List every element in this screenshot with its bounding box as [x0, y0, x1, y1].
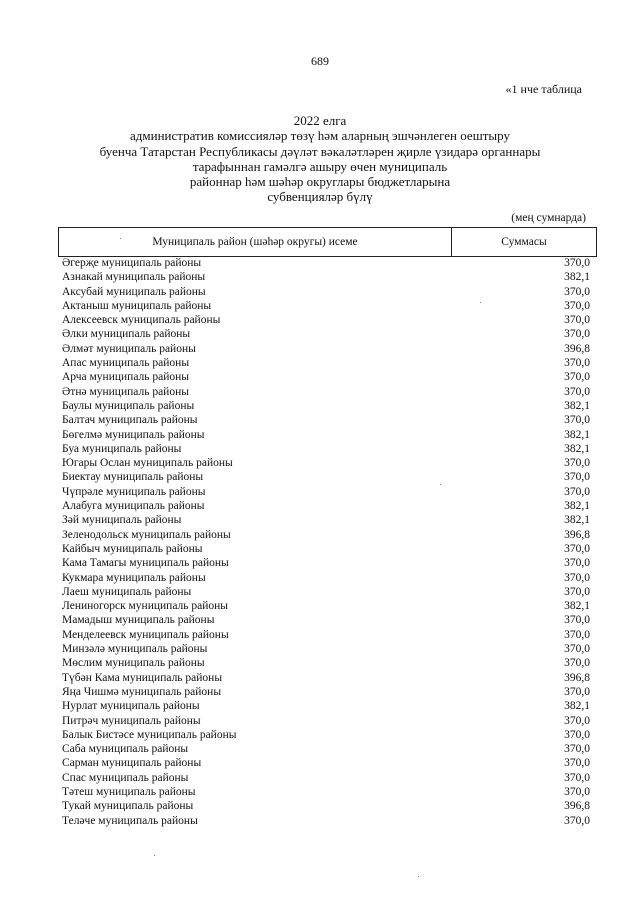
table-row [62, 327, 590, 341]
district-sum: 370,0 [564, 757, 590, 770]
table-row [62, 585, 590, 599]
scan-speck [440, 484, 441, 485]
district-sum: 382,1 [564, 271, 590, 284]
district-sum: 370,0 [564, 471, 590, 484]
district-name: Нурлат муниципаль районы [62, 700, 200, 713]
district-sum: 370,0 [564, 371, 590, 384]
column-header-sum: Суммасы [501, 236, 547, 248]
table-header [58, 227, 597, 257]
table-row [62, 814, 590, 828]
table-row [62, 456, 590, 470]
scan-speck [480, 302, 481, 303]
district-sum: 370,0 [564, 328, 590, 341]
district-sum: 370,0 [564, 814, 590, 827]
table-row [62, 771, 590, 785]
title-line: 2022 елга [293, 113, 347, 128]
district-name: Баулы муниципаль районы [62, 399, 195, 412]
table-row [62, 499, 590, 513]
district-name: Түбән Кама муниципаль районы [62, 671, 223, 684]
table-row [62, 370, 590, 384]
district-name: Сарман муниципаль районы [62, 757, 202, 770]
page-number: 689 [311, 54, 329, 68]
units-note: (мең сумнарда) [511, 212, 586, 224]
district-sum: 396,8 [564, 528, 590, 541]
district-name: Кукмара муниципаль районы [62, 571, 206, 584]
table-row [62, 742, 590, 756]
scan-speck [120, 238, 121, 239]
table-row [62, 542, 590, 556]
district-name: Мөслим муниципаль районы [62, 657, 205, 670]
table-row [62, 671, 590, 685]
district-name: Буа муниципаль районы [62, 442, 182, 455]
title-line: административ комиссияләр төзү һәм аларның эшчәнлеген оештыру [130, 128, 510, 144]
district-name: Тәтеш муниципаль районы [62, 785, 196, 798]
table-row [62, 442, 590, 456]
district-name: Питрәч муниципаль районы [62, 714, 201, 727]
district-name: Югары Ослан муниципаль районы [62, 457, 233, 470]
district-sum: 382,1 [564, 700, 590, 713]
district-name: Биектау муниципаль районы [62, 471, 204, 484]
table-row [62, 785, 590, 799]
title-line: буенча Татарстан Республикасы дәүләт вәкаләтләрен җирле үзидарә органнары [99, 143, 541, 159]
district-sum: 370,0 [564, 257, 590, 269]
table-row [62, 356, 590, 370]
district-sum: 370,0 [564, 714, 590, 727]
district-name: Балык Бистәсе муниципаль районы [62, 728, 237, 741]
district-name: Балтач муниципаль районы [62, 414, 198, 427]
table-row [62, 342, 590, 356]
district-name: Зәй муниципаль районы [62, 514, 182, 527]
table-row [62, 270, 590, 284]
document-title [0, 113, 640, 205]
table-row [62, 656, 590, 670]
table-reference: «1 нче таблица [505, 82, 582, 96]
table-row [62, 613, 590, 627]
district-sum: 370,0 [564, 643, 590, 656]
district-sum: 370,0 [564, 685, 590, 698]
table-row [62, 714, 590, 728]
table-row [62, 513, 590, 527]
district-name: Арча муниципаль районы [62, 371, 190, 384]
district-name: Мамадыш муниципаль районы [62, 614, 215, 627]
table-row [62, 313, 590, 327]
scan-speck [418, 876, 419, 877]
district-sum: 396,8 [564, 800, 590, 813]
table-row [62, 642, 590, 656]
district-name: Әтнә муниципаль районы [62, 385, 189, 398]
table-row [62, 413, 590, 427]
table-row [62, 699, 590, 713]
district-name: Кайбыч муниципаль районы [62, 542, 203, 555]
table-row [62, 256, 590, 270]
table-row [62, 599, 590, 613]
district-name: Лениногорск муниципаль районы [62, 600, 229, 613]
table-body [62, 256, 590, 828]
district-name: Чүпрәле муниципаль районы [62, 485, 206, 498]
district-sum: 370,0 [564, 385, 590, 398]
scan-speck [154, 855, 155, 856]
district-name: Менделеевск муниципаль районы [62, 628, 229, 641]
district-sum: 382,1 [564, 514, 590, 527]
district-sum: 370,0 [564, 657, 590, 670]
table-row [62, 685, 590, 699]
title-line: субвенцияләр бүлү [267, 189, 373, 205]
district-sum: 370,0 [564, 585, 590, 598]
district-sum: 370,0 [564, 571, 590, 584]
district-sum: 370,0 [564, 628, 590, 641]
district-sum: 370,0 [564, 314, 590, 327]
table-row [62, 385, 590, 399]
district-name: Актаныш муниципаль районы [62, 299, 212, 312]
table-row [62, 799, 590, 813]
district-sum: 370,0 [564, 414, 590, 427]
table-row [62, 628, 590, 642]
district-sum: 382,1 [564, 399, 590, 412]
district-sum: 396,8 [564, 671, 590, 684]
table-row [62, 285, 590, 299]
district-name: Лаеш муниципаль районы [62, 585, 192, 598]
table-row [62, 470, 590, 484]
district-sum: 382,1 [564, 442, 590, 455]
table-row [62, 299, 590, 313]
table-row [62, 528, 590, 542]
district-name: Әлмәт муниципаль районы [62, 342, 196, 355]
district-name: Әгерҗе муниципаль районы [62, 257, 202, 269]
district-name: Аксубай муниципаль районы [62, 285, 206, 298]
table-row [62, 728, 590, 742]
district-sum: 382,1 [564, 428, 590, 441]
district-sum: 370,0 [564, 299, 590, 312]
district-name: Минзәлә муниципаль районы [62, 643, 208, 656]
table-row [62, 756, 590, 770]
district-name: Яңа Чишмә муниципаль районы [62, 685, 222, 698]
district-name: Зеленодольск муниципаль районы [62, 528, 231, 541]
district-sum: 382,1 [564, 500, 590, 513]
district-sum: 370,0 [564, 542, 590, 555]
district-name: Бөгелмә муниципаль районы [62, 428, 205, 441]
district-sum: 370,0 [564, 557, 590, 570]
title-line: районнар һәм шәһәр округлары бюджетларына [189, 174, 451, 190]
district-sum: 370,0 [564, 785, 590, 798]
district-name: Кама Тамагы муниципаль районы [62, 557, 229, 570]
district-sum: 382,1 [564, 600, 590, 613]
district-sum: 370,0 [564, 743, 590, 756]
district-sum: 370,0 [564, 485, 590, 498]
district-name: Спас муниципаль районы [62, 771, 189, 784]
table-row [62, 571, 590, 585]
district-sum: 370,0 [564, 728, 590, 741]
district-sum: 370,0 [564, 285, 590, 298]
district-name: Тукай муниципаль районы [62, 800, 194, 813]
district-name: Азнакай муниципаль районы [62, 271, 206, 284]
title-line: тарафыннан гамәлгә ашыру өчен муниципаль [192, 158, 448, 174]
district-name: Алабуга муниципаль районы [62, 500, 205, 513]
district-sum: 396,8 [564, 342, 590, 355]
district-sum: 370,0 [564, 357, 590, 370]
table-row [62, 428, 590, 442]
district-sum: 370,0 [564, 457, 590, 470]
district-name: Алексеевск муниципаль районы [62, 314, 221, 327]
table-row [62, 485, 590, 499]
district-name: Әлки муниципаль районы [62, 328, 191, 341]
column-header-name: Муниципаль район (шәһәр округы) исеме [59, 228, 452, 256]
table-row [62, 556, 590, 570]
district-name: Саба муниципаль районы [62, 743, 189, 756]
district-name: Апас муниципаль районы [62, 357, 190, 370]
table-row [62, 399, 590, 413]
district-name: Теләче муниципаль районы [62, 814, 198, 827]
district-sum: 370,0 [564, 771, 590, 784]
district-sum: 370,0 [564, 614, 590, 627]
